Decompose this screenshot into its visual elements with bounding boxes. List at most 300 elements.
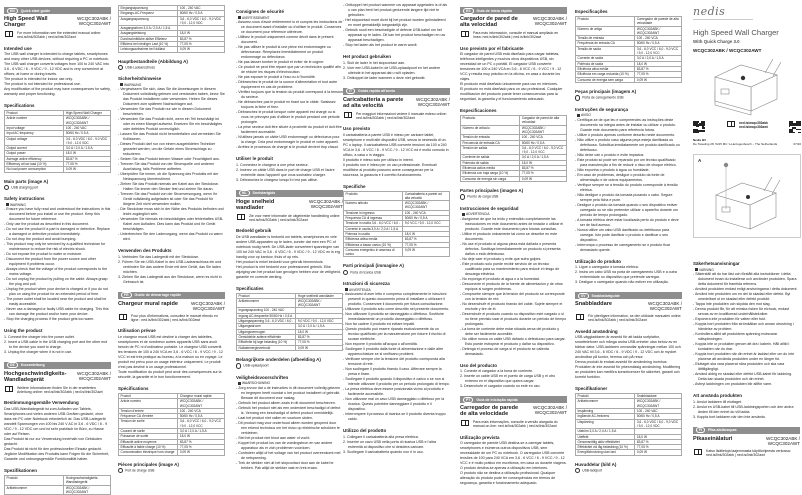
safety-list (4, 207, 111, 322)
manual-info (460, 31, 567, 40)
spec-label: Ausgangsspannung (119, 16, 178, 26)
spec-label: Eficiencia activa media (461, 166, 520, 171)
manual-link-text[interactable]: Pour plus d'informations, consultez le manuel étendu en ligne : ned.is/link/302abk | ned.is/link/302awt (131, 313, 218, 323)
manual-book-icon (576, 314, 584, 320)
list-item: - Utilice el producto únicamente tal como se describe en este documento. (460, 232, 567, 242)
spec-value: 0,09 W (520, 176, 567, 181)
spec-label: Uitgangsstroom (237, 324, 296, 329)
list-item: - Verificare sempre che la tensione del prodotto corrisponda alla tensione di rete. (343, 357, 450, 367)
paragraph: Denna produkt är endast avsedd för användning inomhus. (575, 360, 668, 365)
table-row (237, 345, 343, 350)
spec-label: Corriente de salida (461, 155, 520, 160)
main-part-item (236, 363, 343, 368)
list-item: - This product may only be serviced by a qualified technician for maintenance to reduce the risk of electric shock. (4, 242, 111, 252)
spec-value: 0,09 W (178, 47, 225, 52)
list-item: - La prise secteur doit être située à proximité du produit et doit être facilement accessible. (236, 125, 343, 135)
paragraph: Il prodotto non è inteso per un uso professionale. Eventuali modifiche al prodotto possono avere conseguenze per la sicurezza, la garanzia e il corretto funzionamento. (343, 162, 437, 177)
section-heading: Consignes de sécurité (236, 9, 285, 14)
spec-value: 9,0 VCC / 9,0 - 12,0 VCC (403, 221, 450, 226)
table-row (461, 176, 567, 181)
spec-label: Prodotto (344, 191, 403, 201)
list-item: - Ne pas laisser tomber le produit et éviter de le cogner. (236, 60, 343, 65)
specifications-table (460, 115, 567, 182)
product-title-row (236, 199, 343, 211)
spec-value: Hochgeschwindigkeits-Wandladegerät (64, 475, 111, 485)
table-row (119, 419, 225, 429)
spec-value: WCQC302ABK / WCQC302AWT (520, 125, 567, 135)
list-item: - Ziehen Sie das Produkt niemals am Kabel aus der Steckdose. Halten Sie immer den Stecker fest und ziehen Sie daran. (118, 182, 225, 192)
paragraph: The USB wall charger is intended to charge tablets, smartphones and many other USB devices, without requiring a PC or notebook. The USB wall charger converts voltages from 100 to 240 VAC into 3.6 - 6 VDC / 6 - 9 VDC / 9 - 12 VDC and is very convenient at offices, at home or during travels. (4, 52, 110, 77)
manual-book-icon (5, 31, 13, 37)
section-heading: Avsedd användning (575, 328, 618, 334)
language-section-header (460, 396, 567, 403)
qr-code-black[interactable] (693, 121, 705, 133)
spec-value: 50/60 Hz / 0,5 A (635, 41, 682, 46)
list-item: - Não exponha o produto à água ou humidade. (575, 168, 682, 173)
safety-list (236, 20, 343, 150)
warning-text: AVISO (581, 113, 591, 118)
qr-module (704, 132, 706, 134)
spec-value: 77,05 % (296, 340, 343, 345)
product-title-row (575, 301, 682, 311)
spec-value: 83,87 % (178, 439, 225, 444)
language-badge: EN (7, 8, 18, 14)
spec-value: Cargador de pared de alta velocidad (520, 116, 567, 126)
product-name: Snabbladdare (575, 301, 612, 308)
spec-value: 18,0 W (178, 434, 225, 439)
list-item: - Die Steckdose muss sich in der Nähe des Produkts befinden und leicht zugänglich sein. (118, 207, 225, 217)
language-section-header (4, 362, 111, 369)
list-item: - Laat het product niet vallen en voorkom stoten. (236, 416, 343, 421)
paragraph: Any modification of the product may have consequences for safety, warranty and proper functioning. (4, 87, 111, 97)
list-item: - Nunca utilize um cabo USB danificado ou defeituoso para carregar. Isto pode danificar o produto e danificar o seu dispositivo. (575, 228, 682, 243)
spec-label: Tensione in uscita 3,6 - 6,0 VCC / 6,0 - (344, 221, 403, 226)
section-heading: Att använda produkten (693, 393, 743, 398)
language-badge: IT (346, 88, 355, 94)
specifications-table (4, 110, 111, 173)
spec-value: 50/60 Hz / 0,5 A (635, 414, 682, 419)
safety-list (693, 272, 800, 387)
list-item: - Este produto só pode ser reparado por um técnico qualificado para manutenção a fim de reduzir o risco de choque elétrico. (575, 158, 682, 168)
product-title-row (693, 436, 800, 446)
part-number-icon (575, 95, 580, 100)
part-label: USB-laddport (582, 468, 602, 473)
spec-label: No load power consumption (5, 167, 64, 172)
product-name: Carregador de parede de alta velocidade (460, 405, 519, 418)
spec-label: Tensão de saída (576, 46, 635, 56)
spec-label: Effizienz bei niedriger Last (10 %) (119, 42, 178, 47)
product-name: Pikaseinälaturi (693, 435, 733, 442)
spec-value: 3,0 A / 2,0 A / 1,5 A (520, 155, 567, 160)
step-item: 1. Sluit de lader in het stopcontact aan. (343, 60, 406, 65)
list-item: - Überprüfen Sie immer, ob die Spannung des Produkts mit der Netzspannung übereinstimmt. (118, 172, 225, 182)
page-column (236, 3, 343, 471)
warning-icon (238, 382, 241, 385)
spec-label: Article number (5, 116, 64, 126)
list-item: - Het stopcontact moet dicht bij het product worden geïnstalleerd en moet gemakkelijk toegankelijk zijn. (343, 18, 450, 28)
step-item: 3. Koppla bort laddaren när den inte används. (693, 414, 766, 419)
section-label: Snelstartgids (252, 191, 276, 195)
spec-value: 77,05 % (403, 242, 450, 247)
spec-value: 3,0 A / 2,0 A / 1,5 A (296, 324, 343, 329)
spec-label: Eingangs-AC-Frequenz (119, 11, 178, 16)
list-item: - Non esporre il prodotto all'acqua o all'umidità. (343, 342, 450, 347)
list-item: - Controleer altijd of het voltage van het product overeenkomt met de netspanning. (236, 451, 343, 461)
spec-label: Frequência de entrada CA (576, 41, 635, 46)
spec-label: Courant de sortie (119, 429, 178, 434)
list-item: - Avbryt laddningen om produkten blir alltför varm. (693, 382, 800, 387)
step-item: 2. Insérez un câble USB dans le port de charge USB et l'autre extrémité dans l'appareil que vous souhaitez charger. (236, 167, 335, 177)
paragraph: USB-väggladdaren är avsedd för att ladda surfplattor, smarttelefoner och många andra USB-enheter utan behov av en bärbar dator. USB-laddaren omvandlar spänningar mellan 100 och 240 VAC till 3,6 - 6 VDC / 6 - 9 VDC / 9 - 12 VDC och är mycket användbar på kontor, hemma och på resor. (575, 335, 681, 360)
safety-list (343, 292, 450, 422)
warning-icon (462, 213, 465, 216)
link-white[interactable]: ned.is/wcqc302awt (739, 125, 768, 129)
spec-label: Durchschnittliche aktive Effizienz (119, 36, 178, 41)
spec-label: Eficiência em carga reduzida (10 %) (576, 72, 635, 77)
list-item: - Em caso de problemas, desligue o produto da fonte de alimentação e de outros equipamentos. (575, 173, 682, 183)
list-item: - Eluttaget ska vara placerat nära produkten och ska vara lättillgängligt. (693, 362, 800, 372)
list-item: - Stop the charging process if the product gets too warm. (4, 317, 111, 322)
spec-value: 18,0 W (403, 231, 450, 236)
manual-link-text[interactable]: For more information see the extended manual online: ned.is/link/302abk | ned.is/link/302awt (17, 31, 102, 40)
spec-value: 18,0 W (178, 31, 225, 36)
spec-value: 9,0 VDC / 9,0 - 12,0 VDC (296, 319, 343, 324)
cover-models: WCQC302ABK / WCQC302AWT (693, 48, 762, 53)
usage-steps (4, 335, 111, 355)
paragraph: The product is intended for indoor use only. (4, 77, 73, 82)
list-item: - Questo prodotto può essere riparato esclusivamente da un tecnico qualificato per la manutenzione per ridurre il rischio di scosse elettriche. (343, 327, 450, 342)
list-item: - Utilisez le produit uniquement comme décrit dans le présent document. (236, 35, 343, 45)
product-title-row (118, 301, 225, 311)
section-heading: Sicherheitshinweise (118, 76, 162, 82)
list-item: - Ensure you have fully read and understood the instructions in this document before you install or use the product. Keep this document for future reference. (4, 207, 111, 222)
safety-list (118, 87, 225, 242)
safety-list (343, 3, 450, 48)
section-label: Kurzanleitung (20, 363, 45, 368)
cover-title: High Speed Wall Charger (693, 28, 779, 37)
table-row (576, 77, 682, 82)
model-numbers: WCQC302ABK / WCQC302AWT (533, 16, 567, 26)
usage-steps (460, 369, 567, 389)
safety-list (575, 118, 682, 253)
page-column (460, 3, 567, 486)
spec-value: WCQC302ABK / WCQC302AWT (64, 116, 111, 126)
list-item: - Tappa inte produkten och skydda den mot slag. (693, 302, 800, 307)
list-item: - Denna produkt får, för att minska risken för elchock, endast servas av en kvalificerad underhållstekniker. (693, 307, 800, 317)
list-item: - Débranchez le produit de la source d'alimentation et tout autre équipement en cas de problème. (236, 80, 343, 90)
paragraph: Toute modification du produit peut avoir des conséquences sur la sécurité, la garantie et le bon fonctionnement. (118, 369, 222, 379)
language-section-header (575, 292, 682, 299)
spec-label: Produit (119, 393, 178, 398)
list-item: - Trek de stekker niet uit het stopcontact door aan de kabel te trekken. Pak altijd de stekker vast en trek eraan. (236, 461, 343, 471)
part-label: Porta de carregamento USB (582, 95, 624, 100)
spec-value: 83.87 % (64, 156, 111, 161)
spec-value: 18,0 W (635, 61, 682, 66)
spec-label: Product (5, 111, 64, 116)
product-title-row (343, 97, 450, 109)
language-badge: FI (696, 427, 705, 433)
section-heading: Uso previsto (343, 126, 371, 132)
cover-subtitle: With Quick Charge 3.0 (693, 39, 740, 44)
part-number-icon (118, 65, 123, 70)
main-part-item (575, 468, 682, 473)
list-item: - Utilize o produto apenas conforme descrito neste documento. (575, 133, 682, 138)
table-row (344, 201, 450, 211)
list-item: - Não desligue o produto da tomada puxando o cabo. Segure sempre pela ficha e puxe. (575, 193, 682, 203)
product-title-row (4, 16, 111, 28)
spec-value: 100 - 240 VAC (178, 6, 225, 11)
spec-value: 100 - 240 VAC (64, 125, 111, 130)
spec-label: Eficiência ativa média (576, 66, 635, 71)
spec-value: WCQC302ABK / WCQC302AWT (403, 201, 450, 211)
manual-info (460, 420, 567, 429)
table-row (5, 485, 111, 495)
manual-link-text[interactable]: Katso lisätietoja laajemmasta käyttöohjeesta verkossa: ned.is/link/302abk | ned.is/link/302awt (706, 448, 791, 457)
manual-link-text[interactable]: För ytterligare information, se den utökade manualen online: ned.is/link/302abk | ned.is/link/302awt (588, 314, 682, 323)
section-heading: Het product gebruiken (343, 54, 392, 59)
list-item: - Trennen Sie das Produkt von der Stromquelle und anderen Ausrüstung, falls Probleme auftreten. (118, 162, 225, 172)
list-item: - Ontkoppel het product wanneer uw apparaat opgeladen is of als u van plan bent het product gedurende langere tijd niet te gebruiken. (343, 3, 450, 18)
list-item: - Koppla bort produkten när din enhet är laddad eller om du inte planerar att använda produkten under en längre tid. (693, 352, 800, 362)
list-item: - Gebruik het product niet als een onderdeel beschadigd of defect is. Vervang een beschadigd of defect product onmiddellijk. (236, 406, 343, 416)
spec-value: 100 - 240 VCA (635, 36, 682, 41)
spec-value: 3,6 - 6,0 VDC / 6,0 - 9,0 VDC / 9,0 - 12,0 VDC (635, 419, 682, 429)
list-item: - Verwenden Sie das Produkt nur wie in diesem Dokument beschrieben. (118, 107, 225, 117)
paragraph: Das USB-Wandladegerät ist zum Aufladen von Tablets, Smartphones und vielen anderen USB-Geräten gedacht, ohne dass ein PC oder Notebook erforderlich ist. Das USB-Ladegerät wandelt Spannungen von 100 bis 240 V AC in 3,6 - 6 VDC / 6 - 9 VDC / 9 - 12 VDC um und ist sehr praktisch im Büro, zu Hause oder auf Reisen. (4, 406, 108, 436)
section-heading: Verwenden des Produkts (118, 248, 172, 254)
table-row (576, 17, 682, 27)
list-item: - Vérifiez toujours que la tension du produit correspond à la tension du secteur. (236, 90, 343, 100)
spec-value: Caricabatteria a parete ad alta velocità (403, 191, 450, 201)
paragraph: El producto está diseñado únicamente para uso en interiores. (460, 82, 558, 87)
main-part-item (575, 95, 682, 100)
list-item: - Não deixe cair o produto e evite impactos. (575, 153, 682, 158)
section-heading: Especificaciones (460, 108, 497, 114)
spec-value: 83,87 % (520, 166, 567, 171)
list-item: - Desligue o produto da tomada quando o seu dispositivo estiver carregado ou se não pretender utilizar o aparelho durante um período de tempo prolongado. (575, 203, 682, 218)
section-heading: Intended use (4, 45, 32, 51)
spec-label: Average active efficiency (5, 156, 64, 161)
main-part-item (343, 270, 450, 275)
spec-value: 0.09 W (64, 167, 111, 172)
spec-label: Consumo de energia sem carga (576, 77, 635, 82)
paragraph: El producto no está diseñado para un uso profesional. Cualquier modificación del producto puede tener consecuencias para la seguridad, la garantía y el funcionamiento adecuado. (460, 87, 563, 102)
list-item: - No desenchufe el producto tirando del cable. Sujete siempre el enchufe y tire de él. (460, 302, 567, 312)
section-label: Guide de démarrage rapide (134, 293, 182, 298)
warning-text: WARNUNG (124, 82, 142, 87)
spec-label: Ausgangsleistung (119, 31, 178, 36)
warning-text: VARNING (699, 267, 714, 272)
spec-label: Efficienza attiva media (344, 237, 403, 242)
spec-label: Input AC frequency (5, 131, 64, 136)
spec-label: Efficiëntie bij lage belasting (10 %) (237, 340, 296, 345)
step-item: 2. Insira um cabo USB na porta de carregamento USB e a outra extremidade no dispositivo que pretende carregar. (575, 270, 677, 280)
spec-value: 18,0 W (635, 434, 682, 439)
section-heading: Utilizzo del prodotto (343, 428, 387, 434)
section-heading: Veiligheidsvoorschriften (236, 374, 289, 380)
manual-info (4, 386, 111, 395)
spec-value: 18.0 W (64, 151, 111, 156)
manual-link-text[interactable]: Weitere Informationen finden Sie in der erweiterten Anleitung online: ned.is/link/302abk | ned.is/link/302awt (17, 385, 103, 395)
spec-value: 0,09 W (178, 450, 225, 455)
manual-link-text[interactable]: Zie voor meer informatie de uitgebreide handleiding online: ned.is/link/302abk | ned.is/link/302awt (249, 213, 341, 222)
list-item: - Zorg ervoor dat u de instructies in dit document volledig gelezen en begrepen heeft voordat u het product installeert of gebruikt. Bewaar dit document voor naslag. (236, 386, 343, 401)
paragraph: The product is not intended for professional use. (4, 82, 81, 87)
section-heading: Instruções de segurança (575, 106, 629, 112)
spec-value: WCQC302ABK / WCQC302AWT (64, 485, 111, 495)
paragraph: De USB wandlader is bedoeld om tablets, smartphones en vele andere USB-apparaten op te laden, zonder dat men een PC of notebook nodig heeft. De USB-lader converteert spanningen van 100 tot 240 VAC in 3,6 - 6 VDC / 6 - 9 VDC / 9 - 12 VDC en is erg handig voor op kantoor, thuis of op reis. (236, 234, 340, 259)
spec-label: Número de artículo (461, 125, 520, 135)
spec-label: Input voltage (5, 125, 64, 130)
table-row (461, 125, 567, 135)
safety-list (460, 217, 567, 357)
main-part-item (118, 468, 225, 473)
warning-text: AVVERTENZA (349, 287, 371, 292)
page-column (118, 3, 225, 471)
list-item: - Scollegare il prodotto quando il dispositivo è carico o se non si intende utilizzare il prodotto per un periodo prolungato di tempo. (343, 377, 450, 387)
section-heading: Hauptbestandteile (Abbildung A) (118, 58, 188, 64)
manual-link-text[interactable]: Per maggiori informazioni vedere il manuale esteso online: ned.is/link/302abk | ned.is/link/302awt (356, 111, 447, 120)
paragraph: El cargador de pared USB está diseñado para cargar tabletas, teléfonos inteligentes y muchos otros dispositivos USB, sin necesidad de un PC o portátil. El cargador USB convierte tensiones de 100 a 240 VCA en 3,6 - 6 VCC / 6 - 9 VCC / 9 - 12 VCC y resulta muy práctico en la oficina, en casa o durante los viajes. (460, 52, 562, 82)
step-item: 1. Ligue o carregador à tomada elétrica. (575, 265, 639, 270)
spec-value: 50/60 Hz / 0,5 A (403, 216, 450, 221)
company-address: De Tweeling 28, 5215 MC 's-Hertogenbosch – The Netherlands (693, 142, 778, 146)
spec-value: Snabbladdare (635, 394, 682, 399)
spec-value: 3,6 - 6,0 VCC / 6,0 - 9,0 VCC / 9,0 - 12,0 VCC (635, 46, 682, 56)
list-item: - Do not drop the product and avoid bumping. (4, 237, 111, 242)
spec-value: 100 - 240 VCA (178, 408, 225, 413)
section-heading: Specifikationer (575, 386, 608, 392)
list-item: - Koppla inte ur produkten genom att dra i kabeln. Håll alltid i kontakten när du drar. (693, 342, 800, 352)
table-row (237, 319, 343, 324)
list-item: - A tomada elétrica deve estar localizada perto do produto e deve ser de fácil acesso. (575, 218, 682, 228)
spec-label: Gemiddelde actieve efficiëntie (237, 334, 296, 339)
spec-label: Effektivitet vid låg belastning (10 %) (576, 445, 635, 450)
warning-icon (577, 114, 580, 117)
spec-label: Consumo de energía sin carga (461, 176, 520, 181)
spec-label: Tensión de salida (461, 145, 520, 155)
spec-value: 3.6 - 6.0 VDC / 6.0 - 9.0 VDC / 9.0 - 12.0 VDC (64, 136, 111, 146)
list-item: - Detenga el proceso de carga si el producto se calienta demasiado. (460, 347, 567, 357)
warning-icon (6, 203, 9, 206)
step-item: 2. Inserte un cable USB en el puerto de carga USB y el otro extremo en el dispositivo que quiera cargar. (460, 374, 556, 384)
product-name: Caricabatteria a parete ad alta velocità (343, 96, 404, 109)
table-row (119, 450, 225, 455)
product-title-row (460, 16, 567, 28)
spec-value: Carregador de parede de alta velocidade (635, 17, 682, 27)
section-heading: Uso del producto (460, 362, 497, 368)
manual-link-text[interactable]: Para más información, consulte el manual ampliado en línea: ned.is/link/302abk | ned.is/link/302awt (473, 31, 559, 40)
table-row (576, 450, 682, 455)
link-black[interactable]: ned.is/wcqc302abk (739, 121, 768, 125)
list-item: - Trennen Sie das Produkt von der Stromversorgung, wenn Ihr Gerät vollständig aufgeladen ist oder Sie das Produkt für längere Zeit nicht verwenden wollen. (118, 192, 225, 207)
spec-value: 0,09 W (403, 247, 450, 257)
step-item: 2. Insert a USB cable in the USB charging port and the other end to the device you want to charge. (4, 339, 108, 349)
spec-value: 3,6 - 6,0 VCC / 6,0 - 9,0 VCC / 9,0 - 12,0 VCC (178, 419, 225, 429)
spec-value: 0,09 W (635, 450, 682, 455)
step-item: 3. Ontkoppel de lader wanneer u deze niet gebruikt. (343, 75, 426, 80)
spec-value: 18,0 W (520, 160, 567, 165)
spec-label: Product (237, 293, 296, 298)
table-row (5, 116, 111, 126)
section-heading: Utilisation prévue (118, 328, 156, 334)
list-item: - Desconecte el producto de la fuente de alimentación y de otros equipos si surgen problemas. (460, 282, 567, 292)
specifications-table (575, 393, 682, 456)
spec-label: Produkt (5, 475, 64, 485)
list-item: - Koppla bort produkten från strömkällan och annan utrustning i händelse av problem. (693, 322, 800, 332)
list-item: - La toma de corriente debe estar situada cerca del producto y debe ser fácilmente accesible. (460, 327, 567, 337)
section-heading: Spécifications (118, 385, 149, 391)
spec-label: Efficacité active moyenne (119, 439, 178, 444)
qr-code-white[interactable] (789, 121, 801, 133)
list-item: - Dit product mag voor onderhoud alleen worden geopend door een erkend technicus om het risico op elektrische schokken te verkleinen. (236, 421, 343, 436)
specifications-table (343, 191, 450, 258)
section-heading: Istruzioni di sicurezza (343, 281, 390, 287)
section-heading: Specificaties (236, 285, 264, 291)
spec-label: Fréquence CA d'entrée (119, 414, 178, 419)
manual-info (693, 449, 800, 458)
step-item: 2. Anslut en USB-kabel till USB-laddningsporten och den andra änden till den enhet du vill ladda. (693, 404, 794, 414)
paragraph: Het product is niet bedoeld voor professioneel gebruik. Elke wijziging van het product kan gevolgen hebben voor de veiligheid, garantie en correcte werking. (236, 264, 341, 279)
part-label: Porta di ricarica USB (350, 270, 381, 275)
usage-steps (343, 61, 450, 81)
spec-value: WCQC302ABK / WCQC302AWT (178, 399, 225, 409)
product-name: Cargador de pared de alta velocidad (460, 16, 518, 28)
specifications-table (236, 293, 343, 351)
spec-value: 0,09 W (296, 345, 343, 350)
spec-label: Artikelnummer (5, 485, 64, 495)
spec-value: 3,6 - 6,0 VCC / 6,0 - 9,0 VCC / 9,0 - 12,0 VCC (520, 145, 567, 155)
spec-label: Utspänning (576, 419, 635, 429)
spec-label: Producto (461, 116, 520, 126)
section-heading: Bedoeld gebruik (236, 228, 272, 234)
manual-book-icon (119, 314, 127, 320)
main-part-item (460, 194, 567, 199)
section-heading: Peças principais (imagem A) (575, 88, 637, 94)
spec-label: Número de artigo (576, 26, 635, 36)
language-badge: DE (7, 362, 18, 368)
product-title-row (460, 405, 567, 417)
paragraph: O produto não se destina a utilização profissional. Qualquer alteração do produto pode ter consequências em termos de segurança, garantia e funcionamento adequado. (460, 471, 556, 486)
table-row (119, 16, 225, 26)
spec-label: Eingangsspannung (119, 6, 178, 11)
list-item: - Verifique sempre se a tensão do produto corresponde à tensão elétrica. (575, 183, 682, 193)
language-section-header (343, 88, 450, 95)
safety-list (236, 386, 343, 471)
language-section-header (236, 190, 343, 197)
spec-label: Produkt (576, 394, 635, 399)
spec-value: WCQC302ABK / WCQC302AWT (296, 298, 343, 308)
spec-label: Artikelnummer (576, 399, 635, 409)
spec-label: Efficacité à faible charge (10 %) (119, 444, 178, 449)
product-name: High Speed Wall Charger (4, 16, 48, 28)
spec-value: 83,87 % (403, 237, 450, 242)
section-heading: Bestimmungsgemäße Verwendung (4, 400, 79, 406)
manual-link-text[interactable]: Para mais informações, consulte a versão alargada do manual on-line: ned.is/link/302abk | ned.is/link/302awt (473, 420, 558, 429)
specifications-table (118, 393, 225, 456)
specifications-table (118, 5, 225, 53)
section-label: Pika-aloitusopas (708, 428, 737, 432)
table-row (344, 221, 450, 226)
spec-label: Uitgangsvermogen (237, 329, 296, 334)
spec-value: 100 - 240 VCA (520, 135, 567, 140)
section-label: Guia de iniciação rápida (476, 397, 518, 402)
paragraph: Das Produkt ist nur zur Verwendung innerhalb von Gebäuden gedacht. (4, 436, 102, 446)
table-row (5, 136, 111, 146)
table-row (119, 47, 225, 52)
spec-value: 77,05 % (520, 171, 567, 176)
step-item: 1. Collegare il caricabatteria alla presa elettrica. (343, 434, 419, 439)
